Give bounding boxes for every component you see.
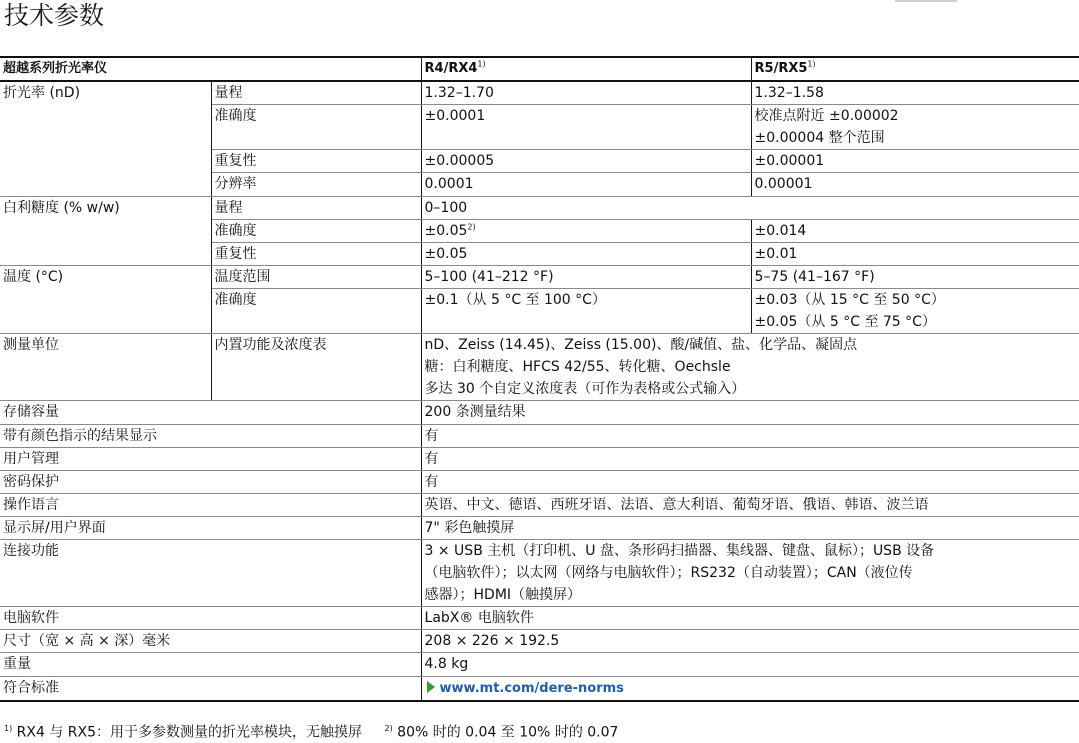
units-sub: 内置功能及浓度表 (211, 334, 421, 357)
table-row (0, 311, 1079, 334)
brix-label: 白利糖度 (% w/w) (0, 196, 211, 219)
refr-range-r4: 1.32–1.70 (421, 81, 751, 105)
table-row (0, 584, 1079, 607)
pc-software-label: 电脑软件 (0, 607, 421, 630)
dimensions-value: 208 × 226 × 192.5 (421, 630, 1079, 653)
table-row (0, 470, 1079, 493)
footnote-2: $^{2)}$ 80% 时的 0.04 至 10% 时的 0.07 (384, 724, 619, 741)
refr-acc-label: 准确度 (211, 105, 421, 128)
table-row (0, 653, 1079, 676)
table-row (0, 288, 1079, 311)
temp-range-r4: 5–100 (41–212 °F) (421, 265, 751, 288)
color-label: 带有颜色指示的结果显示 (0, 424, 421, 447)
table-row (0, 378, 1079, 401)
norms-link[interactable]: www.mt.com/dere-norms (439, 680, 624, 696)
display-value: 7" 彩色触摸屏 (421, 516, 1079, 539)
language-value: 英语、中文、德语、西班牙语、法语、意大利语、葡萄牙语、俄语、韩语、波兰语 (421, 493, 1079, 516)
storage-label: 存储容量 (0, 401, 421, 424)
temp-range-r5: 5–75 (41–167 °F) (751, 265, 1079, 288)
norms-label: 符合标准 (0, 676, 421, 701)
refr-label: 折光率 (nD) (0, 81, 211, 105)
brix-range: 0–100 (421, 196, 1079, 219)
refr-res-r4: 0.0001 (421, 173, 751, 196)
arrow-right-icon (427, 681, 435, 693)
refr-rep-r4: ±0.00005 (421, 150, 751, 173)
table-row (0, 219, 1079, 242)
table-row (0, 265, 1079, 288)
connectivity-line2: （电脑软件）；以太网（网络与电脑软件）；RS232（自动装置）；CAN（液位传 (424, 565, 913, 582)
password-label: 密码保护 (0, 470, 421, 493)
table-row (0, 356, 1079, 378)
language-label: 操作语言 (0, 493, 421, 516)
refr-acc-r5-1: 校准点附近 ±0.00002 (754, 108, 899, 125)
refr-res-label: 分辨率 (211, 173, 421, 196)
table-row (0, 676, 1079, 701)
temp-acc-label: 准确度 (211, 288, 421, 311)
units-line1: nD、Zeiss (14.45)、Zeiss (15.00)、酸/碱值、盐、化学品、凝固点 (424, 337, 858, 354)
brix-range-label: 量程 (211, 196, 421, 219)
table-row (0, 334, 1079, 357)
footnote-1: $^{1)}$ RX4 与 RX5：用于多参数测量的折光率模块，无触摸屏 (4, 724, 363, 741)
temp-acc-r5-2: ±0.05（从 5 °C 至 75 °C） (751, 311, 1079, 334)
connectivity-line3: 感器）；HDMI（触摸屏） (421, 584, 1079, 607)
units-label: 测量单位 (0, 334, 211, 357)
refr-range-label: 量程 (211, 81, 421, 105)
weight-label: 重量 (0, 653, 421, 676)
user-label: 用户管理 (0, 447, 421, 470)
table-header-row (0, 57, 1079, 81)
r4-header: R4/RX4$^{1)}$ (421, 57, 751, 81)
brix-rep-r4: ±0.05 (421, 242, 751, 265)
product-header: 超越系列折光率仪 (0, 57, 421, 81)
temp-range-label: 温度范围 (211, 265, 421, 288)
table-row (0, 562, 1079, 584)
r5-header: R5/RX5$^{1)}$ (751, 57, 1079, 81)
temp-acc-r5-1: ±0.03（从 15 °C 至 50 °C） (754, 291, 945, 308)
pc-software-value: LabX® 电脑软件 (421, 607, 1079, 630)
table-row (0, 607, 1079, 630)
password-value: 有 (421, 470, 1079, 493)
brix-acc-r4: ±0.05$^{2)}$ (421, 219, 751, 242)
spec-table (0, 56, 1079, 702)
refr-acc-r4: ±0.0001 (421, 105, 751, 128)
brix-acc-label: 准确度 (211, 219, 421, 242)
user-value: 有 (421, 447, 1079, 470)
display-label: 显示屏/用户界面 (0, 516, 421, 539)
units-line3: 多达 30 个自定义浓度表（可作为表格或公式输入） (421, 378, 1079, 401)
refr-rep-label: 重复性 (211, 150, 421, 173)
brix-rep-r5: ±0.01 (751, 242, 1079, 265)
table-row (0, 493, 1079, 516)
footnotes (4, 719, 636, 743)
units-line2: 糖：白利糖度、HFCS 42/55、转化糖、Oechsle (424, 359, 731, 376)
table-row (0, 539, 1079, 562)
table-row (0, 196, 1079, 219)
table-row (0, 150, 1079, 173)
table-row (0, 127, 1079, 150)
table-row (0, 242, 1079, 265)
brix-acc-r5: ±0.014 (751, 219, 1079, 242)
norms-cell (421, 676, 1079, 701)
refr-range-r5: 1.32–1.58 (751, 81, 1079, 105)
table-row (0, 81, 1079, 105)
page-title: 技术参数 (4, 1, 105, 30)
table-row (0, 401, 1079, 424)
table-row (0, 447, 1079, 470)
connectivity-line1: 3 × USB 主机（打印机、U 盘、条形码扫描器、集线器、键盘、鼠标）；USB 设备 (424, 542, 935, 559)
table-row (0, 173, 1079, 196)
brix-rep-label: 重复性 (211, 242, 421, 265)
storage-value: 200 条测量结果 (421, 401, 1079, 424)
weight-value: 4.8 kg (421, 653, 1079, 676)
color-value: 有 (421, 424, 1079, 447)
temp-acc-r4: ±0.1（从 5 °C 至 100 °C） (421, 288, 751, 311)
table-row (0, 105, 1079, 128)
table-row (0, 630, 1079, 653)
refr-res-r5: 0.00001 (751, 173, 1079, 196)
dimensions-label: 尺寸（宽 × 高 × 深）毫米 (0, 630, 421, 653)
table-row (0, 424, 1079, 447)
corner-decoration (895, 0, 957, 2)
connectivity-label: 连接功能 (0, 539, 421, 562)
temp-label: 温度 (°C) (0, 265, 211, 288)
refr-rep-r5: ±0.00001 (751, 150, 1079, 173)
refr-acc-r5-2: ±0.00004 整个范围 (751, 127, 1079, 150)
table-row (0, 516, 1079, 539)
